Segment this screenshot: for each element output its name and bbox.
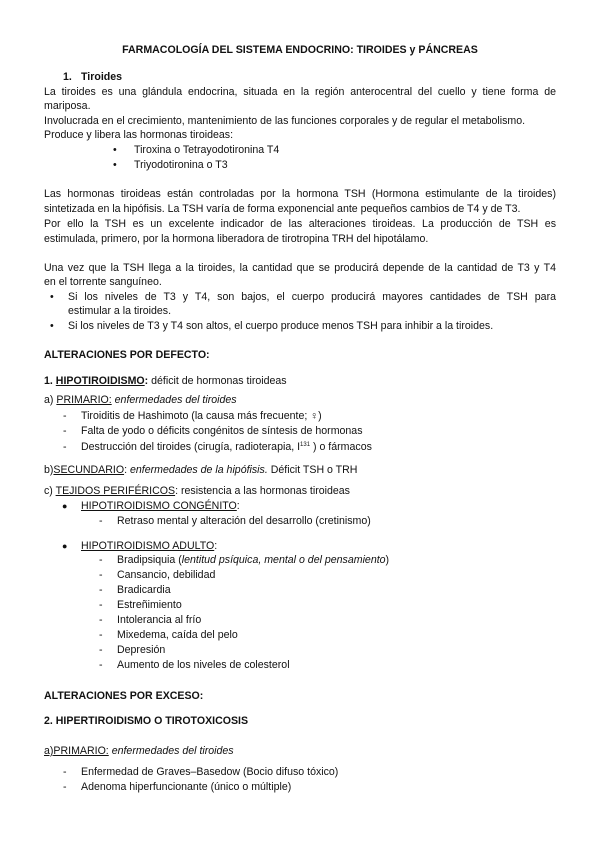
primario-label: PRIMARIO: bbox=[56, 394, 112, 406]
item-text: ) o fármacos bbox=[310, 441, 372, 453]
dash-glyph: - bbox=[63, 781, 67, 793]
tejidos-description: : resistencia a las hormonas tiroideas bbox=[175, 485, 350, 497]
dash-glyph: - bbox=[99, 515, 103, 527]
congenito-colon: : bbox=[236, 500, 240, 512]
item-text: Destrucción del tiroides (cirugía, radioterapia, I bbox=[81, 441, 301, 453]
bullet-glyph: • bbox=[113, 144, 117, 156]
adulto-item: Intolerancia al frío bbox=[117, 614, 202, 626]
paragraph-line: sintetizada en la hipófisis. La TSH varía de forma exponencial ante pequeños cambios de T4 y de T3. bbox=[44, 203, 521, 215]
secundario-description: enfermedades de la hipófisis. bbox=[129, 464, 268, 476]
adulto-item bbox=[117, 554, 389, 567]
item-italic-text: lentitud psíquica, mental o del pensamiento bbox=[181, 554, 386, 566]
exceso-heading: ALTERACIONES POR EXCESO: bbox=[44, 690, 204, 702]
adulto-heading bbox=[81, 540, 217, 553]
exceso-primario-prefix: a) bbox=[44, 745, 54, 757]
exceso-primario-label: PRIMARIO: bbox=[53, 745, 109, 757]
dash-glyph: - bbox=[99, 554, 103, 566]
defecto-heading: ALTERACIONES POR DEFECTO: bbox=[44, 349, 210, 361]
secundario-tail: Déficit TSH o TRH bbox=[267, 464, 358, 476]
secundario-colon: : bbox=[124, 464, 128, 476]
bullet-item: Si los niveles de T3 y T4 son altos, el cuerpo produce menos TSH para inhibir a la tiroides. bbox=[68, 320, 494, 332]
adulto-label: HIPOTIROIDISMO ADULTO bbox=[81, 540, 215, 552]
item-text: Bradipsiquia ( bbox=[117, 554, 182, 566]
hormone-item: Triyodotironina o T3 bbox=[134, 159, 228, 171]
adulto-item: Estreñimiento bbox=[117, 599, 182, 611]
hipotiroidismo-heading bbox=[44, 375, 287, 388]
dash-glyph: - bbox=[99, 584, 103, 596]
paragraph-line: en el torrente sanguíneo. bbox=[44, 276, 162, 288]
congenito-item: Retraso mental y alteración del desarrollo (cretinismo) bbox=[117, 515, 371, 527]
dash-glyph: - bbox=[99, 614, 103, 626]
dash-glyph: - bbox=[63, 425, 67, 437]
adulto-item: Aumento de los niveles de colesterol bbox=[117, 659, 290, 671]
bullet-glyph: • bbox=[50, 291, 54, 303]
tejidos-prefix: c) bbox=[44, 485, 53, 497]
adulto-item: Cansancio, debilidad bbox=[117, 569, 216, 581]
primario-item: Tiroiditis de Hashimoto (la causa más frecuente; ♀) bbox=[81, 410, 322, 422]
dot-bullet: ● bbox=[62, 541, 68, 551]
dash-glyph: - bbox=[99, 629, 103, 641]
tejidos-label: TEJIDOS PERIFÉRICOS bbox=[55, 485, 176, 497]
hormone-item: Tiroxina o Tetrayodotironina T4 bbox=[134, 144, 280, 156]
paragraph-line: Produce y libera las hormonas tiroideas: bbox=[44, 129, 234, 141]
isotope-superscript: 131 bbox=[300, 442, 311, 448]
primario-prefix: a) bbox=[44, 394, 54, 406]
hipertiroidismo-heading: 2. HIPERTIROIDISMO O TIROTOXICOSIS bbox=[44, 715, 249, 727]
bullet-glyph: • bbox=[113, 159, 117, 171]
secundario-heading bbox=[44, 464, 357, 477]
tejidos-heading bbox=[44, 485, 350, 498]
exceso-item: Adenoma hiperfuncionante (único o múltiple) bbox=[81, 781, 292, 793]
congenito-heading bbox=[81, 500, 240, 513]
primario-heading bbox=[44, 394, 237, 407]
exceso-primario-description: enfermedades del tiroides bbox=[111, 745, 234, 757]
primario-item: Falta de yodo o déficits congénitos de síntesis de hormonas bbox=[81, 425, 363, 437]
hipo-description: déficit de hormonas tiroideas bbox=[148, 375, 287, 387]
dash-glyph: - bbox=[63, 410, 67, 422]
section-heading: Tiroides bbox=[81, 71, 123, 83]
paragraph-line: Por ello la TSH es un excelente indicador de las alteraciones tiroideas. La producción de TSH es bbox=[44, 218, 556, 230]
dash-glyph: - bbox=[99, 569, 103, 581]
hipo-number: 1. bbox=[44, 375, 53, 387]
secundario-prefix: b) bbox=[44, 464, 54, 476]
adulto-item: Depresión bbox=[117, 644, 166, 656]
paragraph-line: Las hormonas tiroideas están controladas por la hormona TSH (Hormona estimulante de la tiroides) bbox=[44, 188, 556, 200]
adulto-item: Bradicardia bbox=[117, 584, 171, 596]
document-title: FARMACOLOGÍA DEL SISTEMA ENDOCRINO: TIROIDES y PÁNCREAS bbox=[122, 44, 478, 56]
hipo-term: HIPOTIROIDISMO bbox=[55, 375, 145, 387]
dash-glyph: - bbox=[63, 441, 67, 453]
hipo-colon: : bbox=[144, 375, 149, 387]
dash-glyph: - bbox=[99, 644, 103, 656]
primario-item bbox=[81, 441, 372, 454]
exceso-primario-heading bbox=[44, 745, 234, 758]
paragraph-line: estimulada, primero, por la hormona liberadora de tirotropina TRH del hipotálamo. bbox=[44, 233, 429, 245]
paragraph-line: Involucrada en el crecimiento, mantenimiento de las funciones corporales y de regular el metabolismo. bbox=[44, 115, 526, 127]
dash-glyph: - bbox=[99, 659, 103, 671]
congenito-label: HIPOTIROIDISMO CONGÉNITO bbox=[81, 500, 237, 512]
adulto-item: Mixedema, caída del pelo bbox=[117, 629, 238, 641]
dot-bullet: ● bbox=[62, 501, 68, 511]
section-number: 1. bbox=[63, 71, 72, 83]
item-text: ) bbox=[385, 554, 390, 566]
adulto-colon: : bbox=[214, 540, 218, 552]
primario-description: enfermedades del tiroides bbox=[114, 394, 237, 406]
bullet-item: Si los niveles de T3 y T4, son bajos, el cuerpo producirá mayores cantidades de TSH para bbox=[68, 291, 556, 303]
dash-glyph: - bbox=[99, 599, 103, 611]
bullet-item: estimular a la tiroides. bbox=[68, 305, 172, 317]
exceso-item: Enfermedad de Graves–Basedow (Bocio difuso tóxico) bbox=[81, 766, 339, 778]
paragraph-line: Una vez que la TSH llega a la tiroides, la cantidad que se producirá depende de la cantidad de T3 y T4 bbox=[44, 262, 556, 274]
paragraph-line: mariposa. bbox=[44, 100, 91, 112]
dash-glyph: - bbox=[63, 766, 67, 778]
paragraph-line: La tiroides es una glándula endocrina, situada en la región anterocentral del cuello y tiene forma de bbox=[44, 86, 556, 98]
secundario-label: SECUNDARIO bbox=[53, 464, 125, 476]
bullet-glyph: • bbox=[50, 320, 54, 332]
